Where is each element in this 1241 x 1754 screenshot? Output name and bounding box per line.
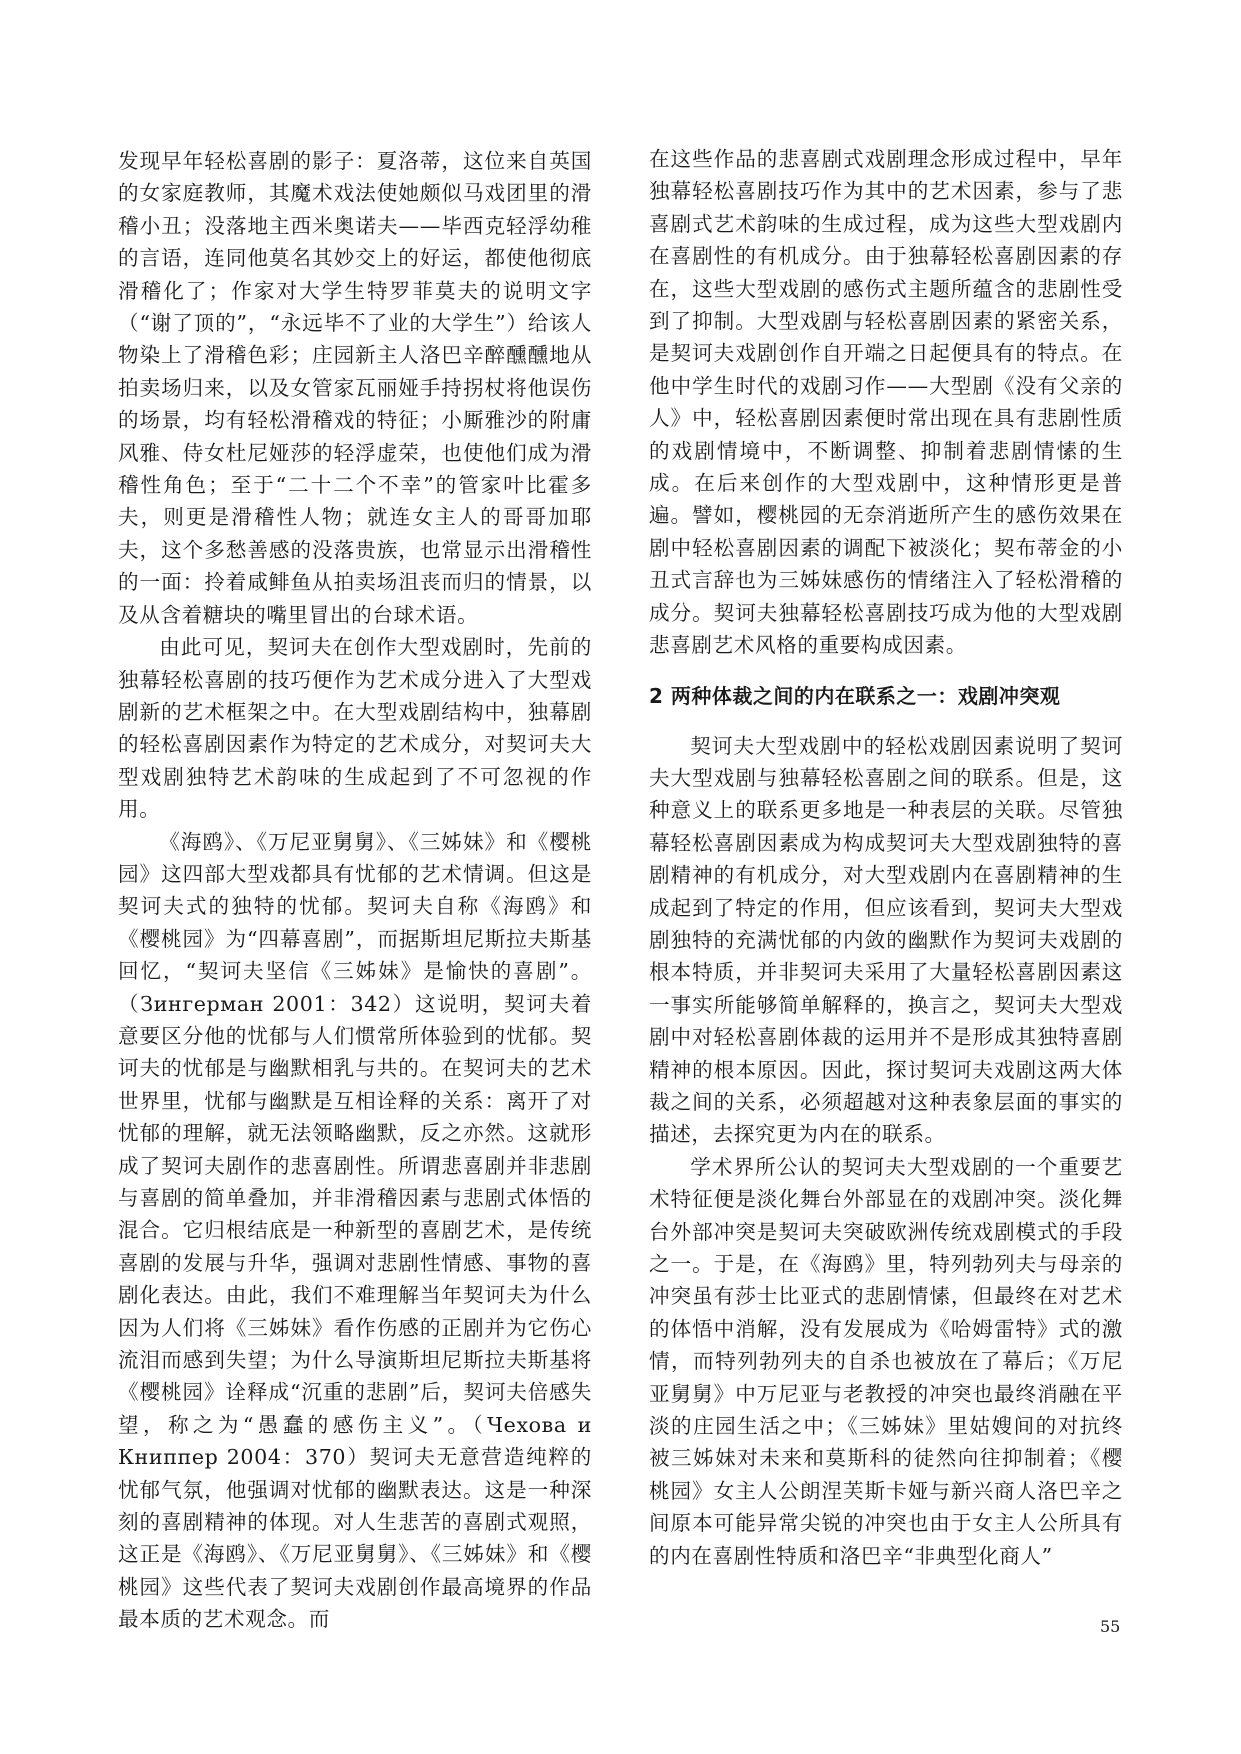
paragraph: 学术界所公认的契诃夫大型戏剧的一个重要艺术特征便是淡化舞台外部显在的戏剧冲突。淡化舞台外部冲突是契诃夫突破欧洲传统戏剧模式的手段之一。于是，在《海鸥》里，特列勃列夫与母亲的冲突虽有莎士比亚式的悲剧情愫，但最终在对艺术的体悟中消解，没有发展成为《哈姆雷特》式的激情，而特列勃列夫的自杀也被放在了幕后；《万尼亚舅舅》中万尼亚与老教授的冲突也最终消融在平淡的庄园生活之中；《三姊妹》里姑嫂间的对抗终被三姊妹对未来和莫斯科的徒然向往抑制着；《樱桃园》女主人公朗涅芙斯卡娅与新兴商人洛巴辛之间原本可能异常尖锐的冲突也由于女主人公所具有的内在喜剧性特质和洛巴辛“非典型化商人” — [649, 1154, 1123, 1568]
section-heading: 2 两种体裁之间的内在联系之一：戏剧冲突观 — [649, 683, 1061, 708]
right-column — [649, 143, 1123, 1572]
left-column — [118, 145, 592, 1636]
paragraph: 由此可见，契诃夫在创作大型戏剧时，先前的独幕轻松喜剧的技巧便作为艺术成分进入了大型戏剧新的艺术框架之中。在大型戏剧结构中，独幕剧的轻松喜剧因素作为特定的艺术成分，对契诃夫大型戏剧独特艺术韵味的生成起到了不可忽视的作用。 — [118, 635, 592, 822]
paragraph: 契诃夫大型戏剧中的轻松戏剧因素说明了契诃夫大型戏剧与独幕轻松喜剧之间的联系。但是，这种意义上的联系更多地是一种表层的关联。尽管独幕轻松喜剧因素成为构成契诃夫大型戏剧独特的喜剧精神的有机成分，对大型戏剧内在喜剧精神的生成起到了特定的作用，但应该看到，契诃夫大型戏剧独特的充满忧郁的内敛的幽默作为契诃夫戏剧的根本特质，并非契诃夫采用了大量轻松喜剧因素这一事实所能够简单解释的，换言之，契诃夫大型戏剧中对轻松喜剧体裁的运用并不是形成其独特喜剧精神的根本原因。因此，探讨契诃夫戏剧这两大体裁之间的关系，必须超越对这种表象层面的事实的描述，去探究更为内在的联系。 — [649, 733, 1123, 1147]
paragraph: 《海鸥》、《万尼亚舅舅》、《三姊妹》和《樱桃园》这四部大型戏都具有忧郁的艺术情调。但这是契诃夫式的独特的忧郁。契诃夫自称《海鸥》和《樱桃园》为“四幕喜剧”，而据斯坦尼斯拉夫斯基回忆，“契诃夫坚信《三姊妹》是愉快的喜剧”。（Зингерман 2001：342）这说明，契诃夫着意要区分他的忧郁与人们惯常所体验到的忧郁。契诃夫的忧郁是与幽默相乳与共的。在契诃夫的艺术世界里，忧郁与幽默是互相诠释的关系：离开了对忧郁的理解，就无法领略幽默，反之亦然。这就形成了契诃夫剧作的悲喜剧性。所谓悲喜剧并非悲剧与喜剧的简单叠加，并非滑稽因素与悲剧式体悟的混合。它归根结底是一种新型的喜剧艺术，是传统喜剧的发展与升华，强调对悲剧性情感、事物的喜剧化表达。由此，我们不难理解当年契诃夫为什么因为人们将《三姊妹》看作伤感的正剧并为它伤心流泪而感到失望；为什么导演斯坦尼斯拉夫斯基将《樱桃园》诠释成“沉重的悲剧”后，契诃夫倍感失望，称之为“愚蠢的感伤主义”。（Чехова и Книппер 2004：370）契诃夫无意营造纯粹的忧郁气氛，他强调对忧郁的幽默表达。这是一种深刻的喜剧精神的体现。对人生悲苦的喜剧式观照，这正是《海鸥》、《万尼亚舅舅》、《三姊妹》和《樱桃园》这些代表了契诃夫戏剧创作最高境界的作品最本质的艺术观念。而 — [118, 829, 592, 1632]
page-number: 55 — [1100, 1617, 1121, 1636]
paragraph: 在这些作品的悲喜剧式戏剧理念形成过程中，早年独幕轻松喜剧技巧作为其中的艺术因素，参与了悲喜剧式艺术韵味的生成过程，成为这些大型戏剧内在喜剧性的有机成分。由于独幕轻松喜剧因素的存在，这些大型戏剧的感伤式主题所蕴含的悲剧性受到了抑制。大型戏剧与轻松喜剧因素的紧密关系，是契诃夫戏剧创作自开端之日起便具有的特点。在他中学生时代的戏剧习作——大型剧《没有父亲的人》中，轻松喜剧因素便时常出现在具有悲剧性质的戏剧情境中，不断调整、抑制着悲剧情愫的生成。在后来创作的大型戏剧中，这种情形更是普遍。譬如，樱桃园的无奈消逝所产生的感伤效果在剧中轻松喜剧因素的调配下被淡化；契布蒂金的小丑式言辞也为三姊妹感伤的情绪注入了轻松滑稽的成分。契诃夫独幕轻松喜剧技巧成为他的大型戏剧悲喜剧艺术风格的重要构成因素。 — [649, 147, 1123, 658]
paragraph: 发现早年轻松喜剧的影子：夏洛蒂，这位来自英国的女家庭教师，其魔术戏法使她颇似马戏团里的滑稽小丑；没落地主西米奥诺夫——毕西克轻浮幼稚的言语，连同他莫名其妙交上的好运，都使他彻底滑稽化了；作家对大学生特罗菲莫夫的说明文字（“谢了顶的”，“永远毕不了业的大学生”）给该人物染上了滑稽色彩；庄园新主人洛巴辛醉醺醺地从拍卖场归来，以及女管家瓦丽娅手持拐杖将他误伤的场景，均有轻松滑稽戏的特征；小厮雅沙的附庸风雅、侍女杜尼娅莎的轻浮虚荣，也使他们成为滑稽性角色；至于“二十二个不幸”的管家叶比霍多夫，则更是滑稽性人物；就连女主人的哥哥加耶夫，这个多愁善感的没落贵族，也常显示出滑稽性的一面：拎着咸鲱鱼从拍卖场沮丧而归的情景，以及从含着糖块的嘴里冒出的台球术语。 — [118, 149, 592, 627]
